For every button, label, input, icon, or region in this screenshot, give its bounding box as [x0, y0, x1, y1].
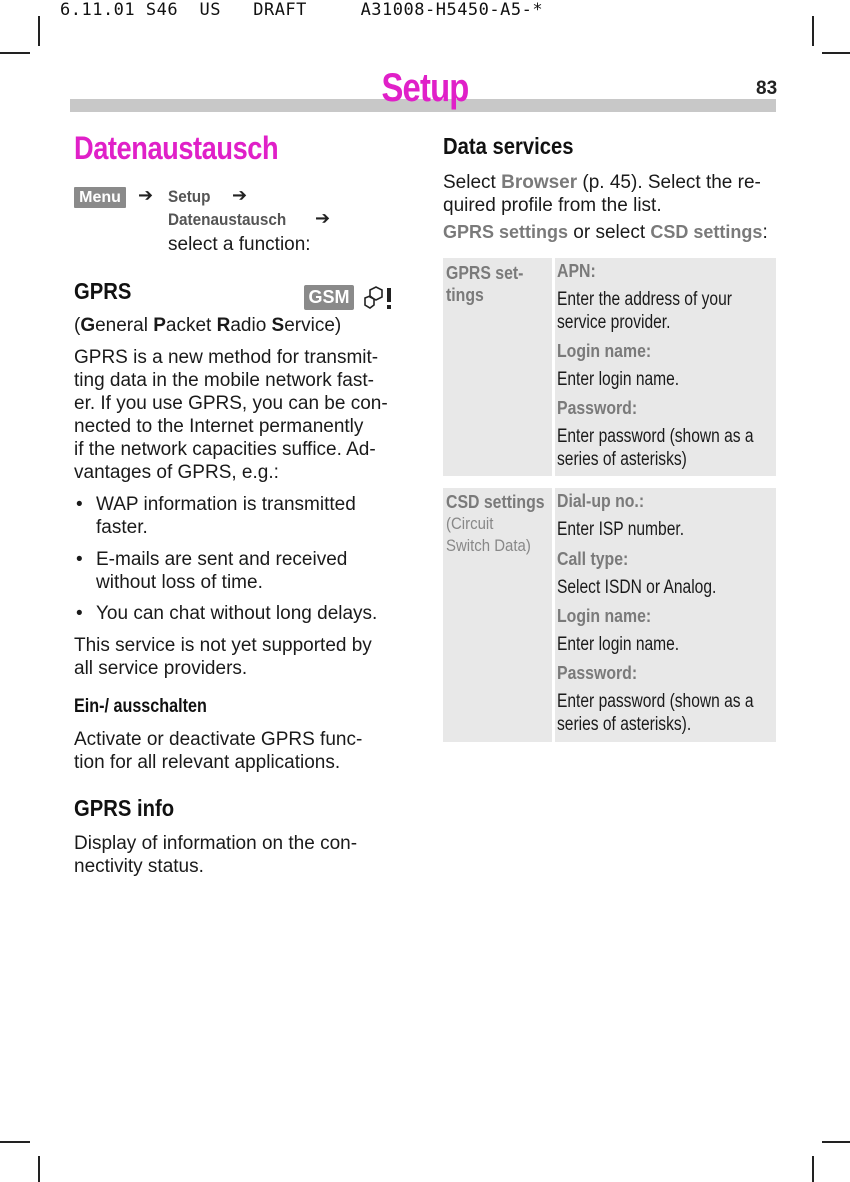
arrow-icon: ➔	[315, 208, 331, 228]
arrow-icon: ➔	[138, 185, 154, 205]
network-dependent-icon	[360, 284, 396, 312]
gprs-heading: GPRS	[74, 278, 132, 304]
data-services-intro: Select Browser (p. 45). Select the re- quired profile from the list. GPRS settings or select CSD settings:	[443, 172, 768, 243]
gprs-expansion: (General Packet Radio Service)	[74, 315, 342, 336]
gprs-info-paragraph: Display of information on the con- nectivity status.	[74, 833, 358, 877]
table-row: APN: Enter the address of your service provider.	[557, 261, 732, 333]
table-row: Password: Enter password (shown as a series of asterisks)	[557, 398, 754, 470]
crop-mark	[0, 52, 30, 54]
page-number: 83	[756, 78, 778, 99]
onoff-heading: Ein-/ ausschalten	[74, 696, 207, 717]
crop-mark	[812, 16, 814, 46]
page-title: Setup	[381, 66, 469, 110]
crop-mark	[38, 1156, 40, 1182]
availability-note: This service is not yet supported by all service providers.	[74, 635, 372, 679]
gprs-info-heading: GPRS info	[74, 795, 175, 821]
crop-mark	[0, 1141, 30, 1143]
table-row: Password: Enter password (shown as a series of asterisks).	[557, 663, 754, 735]
table-row: Call type: Select ISDN or Analog.	[557, 549, 717, 598]
bullet-symbol: •	[76, 603, 83, 624]
csd-settings-label: CSD settings (Circuit Switch Data)	[446, 492, 545, 555]
list-item: You can chat without long delays.	[96, 603, 378, 624]
list-item: WAP information is transmitted faster.	[96, 494, 356, 538]
gsm-badge: GSM	[304, 285, 354, 310]
data-services-heading: Data services	[443, 133, 574, 159]
nav-step-datenaustausch: Datenaustausch	[168, 210, 287, 229]
nav-step-setup: Setup	[168, 187, 211, 206]
crop-mark	[812, 1156, 814, 1182]
draft-line: 6.11.01 S46 US DRAFT A31008-H5450-A5-*	[60, 0, 544, 20]
section-heading: Datenaustausch	[74, 130, 279, 166]
menu-key: Menu	[74, 187, 126, 208]
crop-mark	[822, 52, 850, 54]
table-row: Login name: Enter login name.	[557, 341, 680, 390]
arrow-icon: ➔	[232, 185, 248, 205]
onoff-paragraph: Activate or deactivate GPRS func- tion for all relevant applications.	[74, 729, 363, 773]
gprs-paragraph: GPRS is a new method for transmit- ting data in the mobile network fast- er. If you use GPRS, you can be con- nected to the Internet permanently if the network capacities suffice. Ad- vantages of GPRS, e.g.:	[74, 347, 388, 483]
table-row: Dial-up no.: Enter ISP number.	[557, 491, 685, 540]
table-divider	[552, 258, 555, 476]
list-item: E-mails are sent and received without loss of time.	[96, 549, 348, 593]
nav-step-select: select a function:	[168, 234, 311, 255]
crop-mark	[38, 16, 40, 46]
bullet-symbol: •	[76, 494, 83, 515]
table-row: Login name: Enter login name.	[557, 606, 680, 655]
crop-mark	[822, 1141, 850, 1143]
bullet-symbol: •	[76, 549, 83, 570]
gprs-settings-label: GPRS set- tings	[446, 263, 524, 305]
